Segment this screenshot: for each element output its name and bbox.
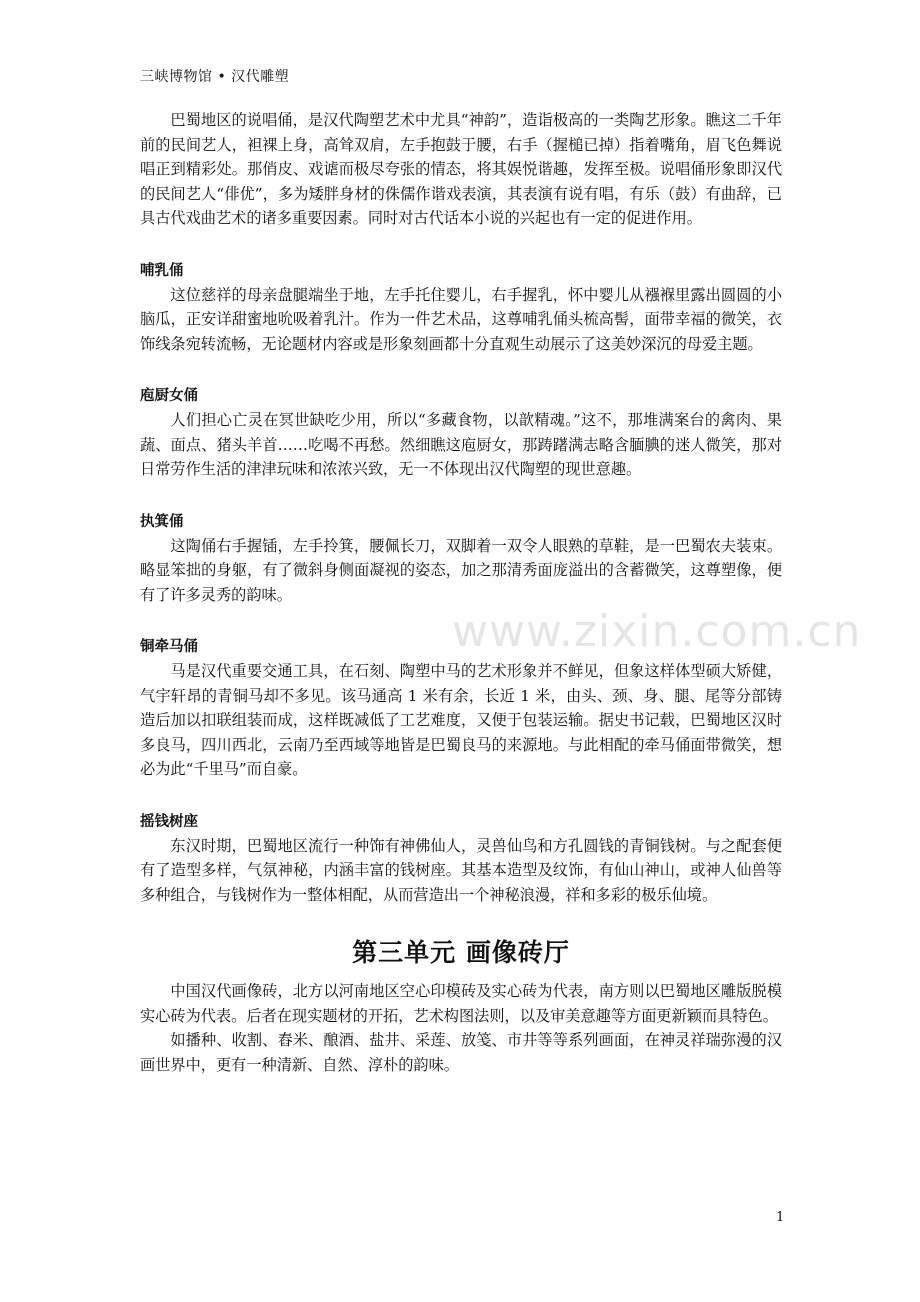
section-title-nursing-figure: 哺乳俑 (140, 261, 184, 279)
section-title-bronze-horse: 铜牵马俑 (140, 638, 198, 655)
section-text-bronze-horse: 马是汉代重要交通工具，在石刻、陶塑中马的艺术形象并不鲜见，但象这样体型硕大矫健，气宇轩昂的青铜马却不多见。该马通高 1 米有余，长近 1 米，由头、颈、身、腿、尾等分部铸造后加以扣联组装而成，这样既减低了工艺难度，又便于包装运输。据史书记载，巴蜀地区汉时多良马，四川西北，云南乃至西域等地皆是巴蜀良马的来源地。与此相配的牵马俑面带微笑，想必为此“千里马”而自豪。 (140, 662, 782, 778)
document-body (140, 108, 782, 1077)
unit-paragraph: 中国汉代画像砖，北方以河南地区空心印模砖及实心砖为代表，南方则以巴蜀地区雕版脱模实心砖为代表。后者在现实题材的开拓，艺术构图法则，以及审美意趣等方面更新颖而具特色。 (140, 982, 782, 1025)
unit-title: 第三单元 画像砖厅 (352, 938, 570, 967)
section-text-money-tree-base: 东汉时期，巴蜀地区流行一种饰有神佛仙人，灵兽仙鸟和方孔圆钱的青铜钱树。与之配套便有了造型多样，气氛神秘，内涵丰富的钱树座。其基本造型及纹饰，有仙山神山，或神人仙兽等多种组合，与钱树作为一整体相配，从而营造出一个神秘浪漫，祥和多彩的极乐仙境。 (140, 836, 782, 904)
running-header: 三峡博物馆 • 汉代雕塑 (140, 69, 290, 85)
section-text-farmer-figure: 这陶俑右手握锸，左手拎箕，腰佩长刀，双脚着一双令人眼熟的草鞋，是一巴蜀农夫装束。略显笨拙的身躯，有了微斜身侧面凝视的姿态，加之那清秀面庞溢出的含蓄微笑，这尊塑像，便有了许多灵秀的韵味。 (140, 536, 782, 604)
section-text-nursing-figure: 这位慈祥的母亲盘腿端坐于地，左手托住婴儿，右手握乳，怀中婴儿从襁褓里露出圆圆的小脑瓜，正安详甜蜜地吮吸着乳汁。作为一件艺术品，这尊哺乳俑头梳高髻，面带幸福的微笑，衣饰线条宛转流畅，无论题材内容或是形象刻画都十分直观生动展示了这美妙深沉的母爱主题。 (140, 285, 782, 353)
section-title-money-tree-base: 摇钱树座 (140, 812, 198, 830)
watermark: www.zixin.com.cn (452, 606, 862, 657)
section-title-kitchen-figure: 庖厨女俑 (140, 387, 198, 404)
unit-paragraph: 如播种、收割、舂米、酿酒、盐井、采莲、放笺、市井等等系列画面，在神灵祥瑞弥漫的汉画世界中，更有一种清新、自然、淳朴的韵味。 (140, 1031, 782, 1074)
intro-paragraph: 巴蜀地区的说唱俑，是汉代陶塑艺术中尤具“神韵”，造诣极高的一类陶艺形象。瞧这二千年前的民间艺人，袒裸上身，高耸双肩，左手抱鼓于腰，右手（握槌已掉）指着嘴角，眉飞色舞说唱正到精彩处。那俏皮、戏谑而极尽夸张的情态，将其娱悦谐趣，发挥至极。说唱俑形象即汉代的民间艺人“俳优”，多为矮胖身材的侏儒作谐戏表演，其表演有说有唱，有乐（鼓）有曲辞，已具古代戏曲艺术的诸多重要因素。同时对古代话本小说的兴起也有一定的促进作用。 (140, 111, 782, 227)
section-text-kitchen-figure: 人们担心亡灵在冥世缺吃少用，所以“多藏食物，以歆精魂。”这不，那堆满案台的禽肉、果蔬、面点、猪头羊首……吃喝不再愁。然细瞧这庖厨女，那踌躇满志略含腼腆的迷人微笑，那对日常劳作生活的津津玩味和浓浓兴致，无一不体现出汉代陶塑的现世意趣。 (140, 411, 782, 478)
page-number: 1 (776, 1210, 785, 1225)
section-title-farmer-figure: 执箕俑 (140, 512, 184, 530)
